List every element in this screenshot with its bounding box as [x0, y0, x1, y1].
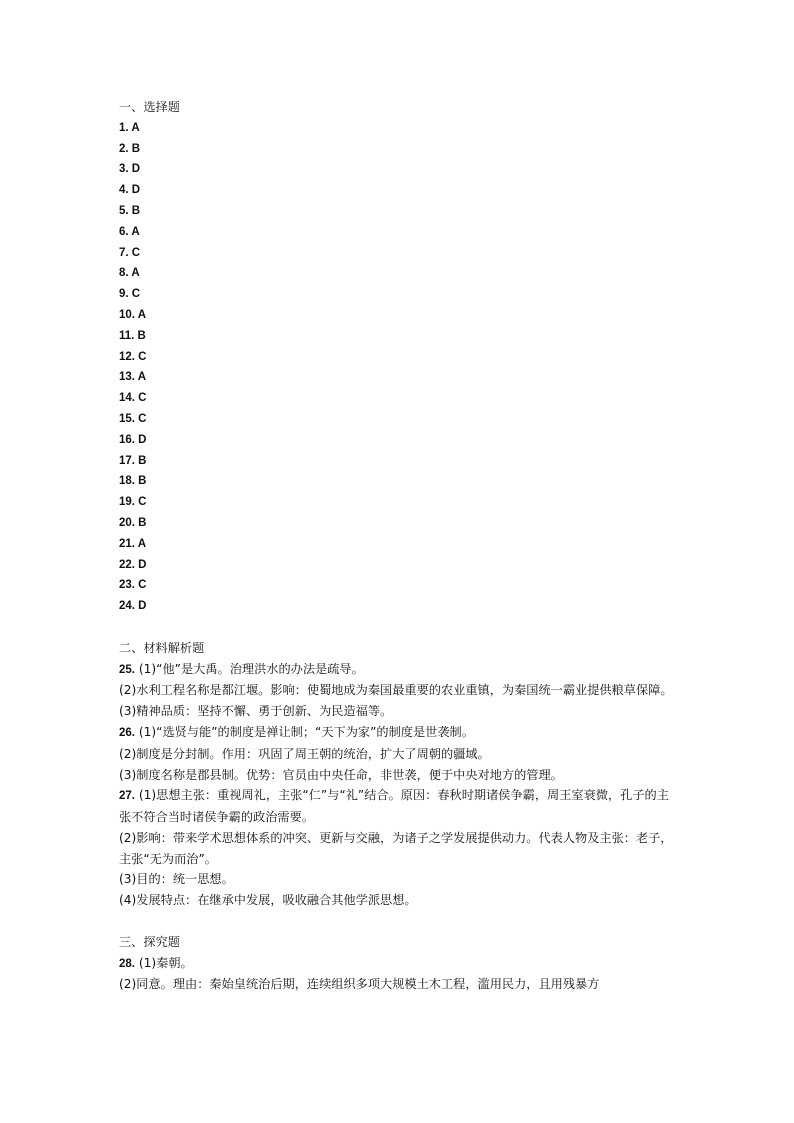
q25-part1 [119, 659, 679, 681]
choice-answer-13: 13. A [119, 371, 147, 384]
choice-answer-15: 15. C [119, 412, 147, 425]
q27-part2: (2)影响：带来学术思想体系的冲突、更新与交融，为诸子之学发展提供动力。代表人物及主张：老子，主张“无为而治”。 [119, 830, 673, 866]
choice-answer-24: 24. D [119, 600, 147, 613]
choice-answer-19: 19. C [119, 496, 147, 509]
choice-answer-6: 6. A [119, 225, 140, 238]
choice-answer-list [119, 118, 679, 617]
section-title-inquiry: 三、探究题 [119, 934, 180, 949]
choice-answer-21: 21. A [119, 537, 147, 550]
choice-answer-12: 12. C [119, 350, 147, 363]
q26-part1-text: (1)“选贤与能”的制度是禅让制；“天下为家”的制度是世袭制。 [138, 724, 474, 739]
choice-answer-16: 16. D [119, 433, 147, 446]
q27-number: 27. [119, 790, 135, 803]
choice-answer-7: 7. C [119, 246, 141, 259]
q25-part3: (3)精神品质：坚持不懈、勇于创新、为民造福等。 [119, 704, 393, 719]
q25-part2: (2)水利工程名称是都江堰。影响：使蜀地成为秦国最重要的农业重镇，为秦国统一霸业提供粮草保障。 [119, 683, 673, 698]
q27-part4: (4)发展特点：在继承中发展，吸收融合其他学派思想。 [119, 893, 417, 908]
section-spacer [119, 617, 679, 638]
q26-part2: (2)制度是分封制。作用：巩固了周王朝的统治，扩大了周朝的疆域。 [119, 746, 490, 761]
choice-answer-14: 14. C [119, 392, 147, 405]
choice-answer-5: 5. B [119, 204, 141, 217]
q28-part1-text: (1)秦朝。 [138, 955, 193, 970]
q27-part1 [119, 785, 679, 828]
q25-part1-text: (1)“他”是大禹。治理洪水的办法是疏导。 [138, 661, 364, 676]
q28-number: 28. [119, 957, 135, 970]
section-title-choice: 一、选择题 [119, 100, 180, 114]
q27-part3: (3)目的：统一思想。 [119, 872, 234, 887]
choice-answer-10: 10. A [119, 308, 147, 321]
choice-answer-17: 17. B [119, 454, 147, 467]
choice-answer-23: 23. C [119, 579, 147, 592]
q25-number: 25. [119, 663, 135, 676]
choice-answer-3: 3. D [119, 163, 141, 176]
q26-number: 26. [119, 726, 135, 739]
choice-answer-11: 11. B [119, 329, 146, 342]
q28-part2: (2)同意。理由：秦始皇统治后期，连续组织多项大规模土木工程，滥用民力，且用残暴方 [119, 977, 600, 992]
q28-part1 [119, 953, 679, 975]
choice-answer-4: 4. D [119, 184, 141, 197]
choice-answer-8: 8. A [119, 267, 140, 280]
choice-answer-1: 1. A [119, 121, 140, 134]
choice-answer-9: 9. C [119, 288, 141, 301]
choice-answer-20: 20. B [119, 516, 147, 529]
section-spacer [119, 911, 679, 932]
answer-document [119, 97, 679, 995]
q27-part1-text: (1)思想主张：重视周礼，主张“仁”与“礼”结合。原因：春秋时期诸侯争霸，周王室衰微，孔子的主张不符合当时诸侯争霸的政治需要。 [119, 788, 669, 825]
q26-part1 [119, 722, 679, 744]
choice-answer-18: 18. B [119, 475, 147, 488]
choice-answer-2: 2. B [119, 142, 141, 155]
q26-part3: (3)制度名称是郡县制。优势：官员由中央任命，非世袭，便于中央对地方的管理。 [119, 767, 563, 782]
section-title-material: 二、材料解析题 [119, 640, 205, 655]
choice-answer-22: 22. D [119, 558, 147, 571]
